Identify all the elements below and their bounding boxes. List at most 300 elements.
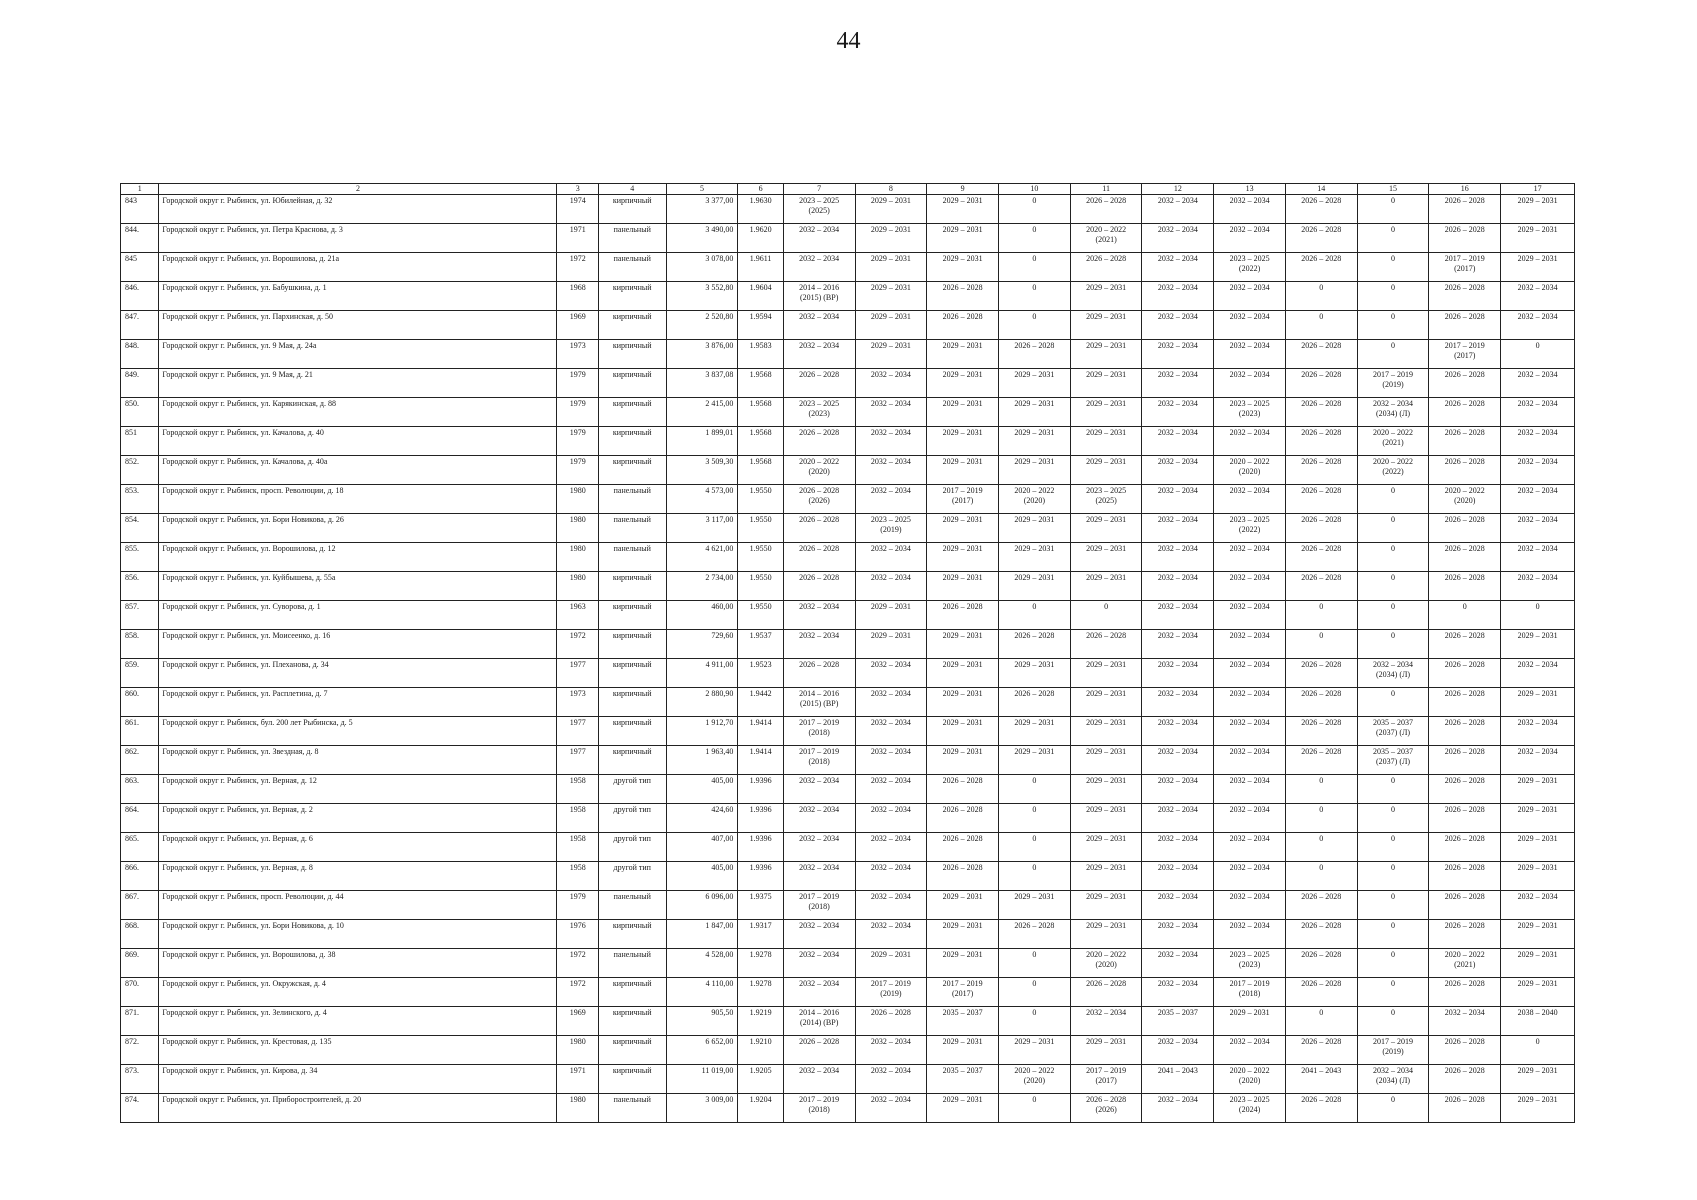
table-cell: 2032 – 2034 <box>1214 369 1286 398</box>
table-cell: 0 <box>1501 601 1575 630</box>
table-row <box>121 398 1575 427</box>
table-cell: 4 911,00 <box>666 659 738 688</box>
table-cell: 2032 – 2034 <box>1214 920 1286 949</box>
table-cell: 2032 – 2034 <box>855 427 927 456</box>
table-cell: 2032 – 2034 <box>783 978 855 1007</box>
table-cell: 1.9604 <box>738 282 783 311</box>
table-cell: 2029 – 2031 <box>999 746 1071 775</box>
table-cell: Городской округ г. Рыбинск, ул. Моисеенко, д. 16 <box>159 630 557 659</box>
table-cell: Городской округ г. Рыбинск, ул. Качалова, д. 40 <box>159 427 557 456</box>
table-cell: кирпичный <box>598 311 666 340</box>
table-cell: 2026 – 2028 <box>1429 224 1501 253</box>
table-cell: 1972 <box>557 630 598 659</box>
table-cell: 2029 – 2031 <box>1070 340 1142 369</box>
table-cell: 2026 – 2028 <box>1429 775 1501 804</box>
table-cell: 2032 – 2034 <box>1142 572 1214 601</box>
column-header: 6 <box>738 184 783 195</box>
table-cell: 2029 – 2031 <box>1501 920 1575 949</box>
table-row <box>121 949 1575 978</box>
table-cell: 2029 – 2031 <box>1501 949 1575 978</box>
table-cell: 0 <box>1357 601 1429 630</box>
table-cell: 3 509,30 <box>666 456 738 485</box>
column-header: 17 <box>1501 184 1575 195</box>
table-cell: 2032 – 2034 <box>783 601 855 630</box>
table-row <box>121 282 1575 311</box>
table-cell: панельный <box>598 1094 666 1123</box>
table-cell: 2032 – 2034 <box>1214 775 1286 804</box>
table-cell: 856. <box>121 572 159 601</box>
table-cell: 0 <box>1357 949 1429 978</box>
table-cell: 2026 – 2028 <box>1429 659 1501 688</box>
table-cell: 2032 – 2034 <box>1501 543 1575 572</box>
table-cell: кирпичный <box>598 1007 666 1036</box>
table-cell: Городской округ г. Рыбинск, ул. Пархинская, д. 50 <box>159 311 557 340</box>
table-cell: 1.9550 <box>738 514 783 543</box>
table-cell: 1.9583 <box>738 340 783 369</box>
table-cell: 1.9396 <box>738 833 783 862</box>
table-cell: 0 <box>1357 543 1429 572</box>
table-row <box>121 920 1575 949</box>
table-cell: кирпичный <box>598 572 666 601</box>
table-cell: 0 <box>1285 862 1357 891</box>
table-row <box>121 340 1575 369</box>
table-cell: 2032 – 2034 <box>855 1036 927 1065</box>
table-cell: 2029 – 2031 <box>999 572 1071 601</box>
table-cell: 2026 – 2028 <box>1285 543 1357 572</box>
header-row <box>121 184 1575 195</box>
table-cell: 1972 <box>557 949 598 978</box>
table-cell: 2032 – 2034 <box>855 775 927 804</box>
table-cell: 2029 – 2031 <box>855 282 927 311</box>
table-cell: 2020 – 2022 (2020) <box>783 456 855 485</box>
table-cell: 847. <box>121 311 159 340</box>
table-cell: 2029 – 2031 <box>927 398 999 427</box>
column-header: 10 <box>999 184 1071 195</box>
table-cell: 2026 – 2028 <box>1429 514 1501 543</box>
table-cell: 1.9568 <box>738 369 783 398</box>
table-cell: 4 621,00 <box>666 543 738 572</box>
table-cell: 2032 – 2034 <box>1501 398 1575 427</box>
table-cell: 2029 – 2031 <box>1070 659 1142 688</box>
table-cell: 2 415,00 <box>666 398 738 427</box>
table-cell: панельный <box>598 253 666 282</box>
table-cell: 1980 <box>557 572 598 601</box>
table-cell: 2026 – 2028 <box>1285 369 1357 398</box>
table-cell: 2029 – 2031 <box>1070 746 1142 775</box>
table-cell: 2032 – 2034 <box>783 920 855 949</box>
table-cell: 2020 – 2022 (2020) <box>1070 949 1142 978</box>
table-cell: 2032 – 2034 <box>1142 224 1214 253</box>
table-cell: 0 <box>1357 775 1429 804</box>
table-cell: 2026 – 2028 <box>927 804 999 833</box>
table-cell: 2032 – 2034 <box>1142 804 1214 833</box>
table-cell: 2032 – 2034 <box>855 369 927 398</box>
table-cell: 2029 – 2031 <box>927 195 999 224</box>
table-cell: 2026 – 2028 <box>927 833 999 862</box>
table-cell: 2029 – 2031 <box>1501 1094 1575 1123</box>
table-cell: 2032 – 2034 <box>855 398 927 427</box>
table-cell: 2032 – 2034 <box>1429 1007 1501 1036</box>
table-cell: 2032 – 2034 <box>1142 891 1214 920</box>
table-cell: 2026 – 2028 <box>1429 1065 1501 1094</box>
table-cell: 0 <box>999 195 1071 224</box>
table-cell: 0 <box>1357 804 1429 833</box>
table-cell: 1973 <box>557 688 598 717</box>
table-cell: Городской округ г. Рыбинск, ул. Юбилейная, д. 32 <box>159 195 557 224</box>
table-cell: 2029 – 2031 <box>927 340 999 369</box>
table-cell: 2014 – 2016 (2015) (ВР) <box>783 282 855 311</box>
table-cell: 1980 <box>557 543 598 572</box>
table-cell: 2029 – 2031 <box>1070 804 1142 833</box>
table-cell: 2032 – 2034 <box>1142 775 1214 804</box>
table-cell: 2029 – 2031 <box>927 1094 999 1123</box>
table-cell: 2026 – 2028 <box>1285 746 1357 775</box>
table-cell: 865. <box>121 833 159 862</box>
column-header: 5 <box>666 184 738 195</box>
table-cell: 2032 – 2034 <box>783 833 855 862</box>
table-cell: 1.9442 <box>738 688 783 717</box>
table-cell: 2026 – 2028 <box>1285 659 1357 688</box>
table-cell: 2032 – 2034 <box>783 775 855 804</box>
table-cell: 1974 <box>557 195 598 224</box>
table-cell: 2023 – 2025 (2019) <box>855 514 927 543</box>
table-cell: 0 <box>1285 311 1357 340</box>
table-cell: 2029 – 2031 <box>999 659 1071 688</box>
table-cell: 2029 – 2031 <box>1501 775 1575 804</box>
table-cell: 0 <box>999 775 1071 804</box>
table-cell: 2 880,90 <box>666 688 738 717</box>
table-cell: 2026 – 2028 <box>1429 311 1501 340</box>
table-cell: 862. <box>121 746 159 775</box>
table-cell: 2029 – 2031 <box>855 949 927 978</box>
table-cell: 1976 <box>557 920 598 949</box>
table-cell: 0 <box>1357 253 1429 282</box>
table-cell: кирпичный <box>598 1036 666 1065</box>
table-cell: 2026 – 2028 <box>1285 398 1357 427</box>
table-cell: 2023 – 2025 (2023) <box>1214 398 1286 427</box>
table-cell: 2029 – 2031 <box>1070 920 1142 949</box>
table-cell: 2029 – 2031 <box>927 456 999 485</box>
table-cell: Городской округ г. Рыбинск, ул. Приборостроителей, д. 20 <box>159 1094 557 1123</box>
table-cell: 2032 – 2034 <box>1214 891 1286 920</box>
table-cell: 2032 – 2034 <box>1214 601 1286 630</box>
table-cell: 2029 – 2031 <box>927 572 999 601</box>
table-cell: 873. <box>121 1065 159 1094</box>
table-cell: 3 377,00 <box>666 195 738 224</box>
table-cell: 2035 – 2037 <box>1142 1007 1214 1036</box>
table-cell: другой тип <box>598 862 666 891</box>
table-cell: 2032 – 2034 <box>855 485 927 514</box>
table-cell: 2032 – 2034 <box>1214 630 1286 659</box>
table-row <box>121 659 1575 688</box>
table-cell: кирпичный <box>598 340 666 369</box>
table-cell: 2026 – 2028 <box>1429 804 1501 833</box>
table-cell: 2014 – 2016 (2015) (ВР) <box>783 688 855 717</box>
table-cell: 2032 – 2034 (2034) (Л) <box>1357 659 1429 688</box>
table-cell: 0 <box>1357 572 1429 601</box>
table-cell: 3 876,00 <box>666 340 738 369</box>
table-row <box>121 224 1575 253</box>
table-cell: 2020 – 2022 (2021) <box>1070 224 1142 253</box>
table-body <box>121 195 1575 1123</box>
table-cell: 1980 <box>557 485 598 514</box>
table-cell: 0 <box>999 311 1071 340</box>
table-cell: 2026 – 2028 <box>1285 427 1357 456</box>
table-cell: 2032 – 2034 <box>1142 833 1214 862</box>
table-cell: Городской округ г. Рыбинск, ул. Зелинского, д. 4 <box>159 1007 557 1036</box>
table-cell: 407,00 <box>666 833 738 862</box>
table-cell: 2026 – 2028 <box>927 775 999 804</box>
table-cell: 0 <box>1357 485 1429 514</box>
table-row <box>121 1007 1575 1036</box>
column-header: 9 <box>927 184 999 195</box>
table-cell: 2026 – 2028 <box>1429 427 1501 456</box>
table-cell: 2026 – 2028 <box>999 688 1071 717</box>
table-cell: 2029 – 2031 <box>855 601 927 630</box>
column-header: 12 <box>1142 184 1214 195</box>
table-cell: 2029 – 2031 <box>1070 862 1142 891</box>
table-cell: 2017 – 2019 (2018) <box>1214 978 1286 1007</box>
table-cell: Городской округ г. Рыбинск, ул. Верная, д. 12 <box>159 775 557 804</box>
table-cell: 2029 – 2031 <box>927 920 999 949</box>
table-cell: кирпичный <box>598 630 666 659</box>
table-cell: кирпичный <box>598 717 666 746</box>
table-cell: 848. <box>121 340 159 369</box>
table-cell: 2032 – 2034 <box>1142 978 1214 1007</box>
table-row <box>121 1065 1575 1094</box>
table-cell: 2029 – 2031 <box>999 427 1071 456</box>
table-cell: 2017 – 2019 (2017) <box>1429 253 1501 282</box>
table-cell: 0 <box>1285 630 1357 659</box>
table-cell: 2032 – 2034 <box>1142 398 1214 427</box>
table-cell: 2032 – 2034 <box>1142 369 1214 398</box>
table-cell: 2029 – 2031 <box>927 746 999 775</box>
table-cell: 2029 – 2031 <box>927 369 999 398</box>
table-cell: 1980 <box>557 514 598 543</box>
table-cell: 869. <box>121 949 159 978</box>
table-cell: 2023 – 2025 (2023) <box>1214 949 1286 978</box>
table-cell: 0 <box>999 224 1071 253</box>
table-cell: 1979 <box>557 369 598 398</box>
table-cell: 2014 – 2016 (2014) (ВР) <box>783 1007 855 1036</box>
table-cell: 2023 – 2025 (2025) <box>783 195 855 224</box>
table-cell: Городской округ г. Рыбинск, просп. Революции, д. 18 <box>159 485 557 514</box>
column-header: 7 <box>783 184 855 195</box>
table-cell: 874. <box>121 1094 159 1123</box>
table-cell: 1.9219 <box>738 1007 783 1036</box>
table-row <box>121 1036 1575 1065</box>
table-cell: 2032 – 2034 <box>1142 514 1214 543</box>
table-cell: 0 <box>1357 891 1429 920</box>
table-cell: 2029 – 2031 <box>1501 224 1575 253</box>
table-cell: 2032 – 2034 <box>1214 195 1286 224</box>
table-cell: 0 <box>1357 1094 1429 1123</box>
table-cell: 863. <box>121 775 159 804</box>
table-cell: 0 <box>1357 688 1429 717</box>
table-cell: 2029 – 2031 <box>855 311 927 340</box>
table-cell: панельный <box>598 224 666 253</box>
table-cell: 2032 – 2034 <box>1501 282 1575 311</box>
table-cell: 1980 <box>557 1036 598 1065</box>
table-cell: 1.9537 <box>738 630 783 659</box>
table-cell: 1.9630 <box>738 195 783 224</box>
table-cell: 2026 – 2028 <box>1285 456 1357 485</box>
table-row <box>121 775 1575 804</box>
table-cell: 0 <box>999 253 1071 282</box>
table-cell: 2032 – 2034 <box>855 1094 927 1123</box>
table-cell: 2029 – 2031 <box>1501 978 1575 1007</box>
table-cell: 0 <box>1429 601 1501 630</box>
table-cell: 1 899,01 <box>666 427 738 456</box>
table-cell: 2 734,00 <box>666 572 738 601</box>
table-cell: 2026 – 2028 <box>927 601 999 630</box>
table-cell: 4 110,00 <box>666 978 738 1007</box>
table-row <box>121 601 1575 630</box>
table-cell: 2032 – 2034 <box>783 311 855 340</box>
table-cell: 1.9594 <box>738 311 783 340</box>
table-cell: 2029 – 2031 <box>1070 427 1142 456</box>
table-cell: 851 <box>121 427 159 456</box>
table-cell: 2029 – 2031 <box>927 630 999 659</box>
table-cell: Городской округ г. Рыбинск, ул. Бори Новикова, д. 26 <box>159 514 557 543</box>
table-cell: 845 <box>121 253 159 282</box>
table-row <box>121 978 1575 1007</box>
table-cell: 1.9523 <box>738 659 783 688</box>
table-cell: 2017 – 2019 (2019) <box>1357 369 1429 398</box>
table-cell: Городской округ г. Рыбинск, ул. Плеханова, д. 34 <box>159 659 557 688</box>
table-cell: кирпичный <box>598 282 666 311</box>
table-cell: 729,60 <box>666 630 738 659</box>
table-cell: кирпичный <box>598 456 666 485</box>
table-cell: 2029 – 2031 <box>1501 195 1575 224</box>
table-cell: 2032 – 2034 <box>855 456 927 485</box>
table-cell: 2029 – 2031 <box>1501 1065 1575 1094</box>
table-cell: 0 <box>1357 978 1429 1007</box>
table-cell: 2026 – 2028 <box>1429 746 1501 775</box>
column-header: 1 <box>121 184 159 195</box>
table-row <box>121 543 1575 572</box>
table-cell: 2035 – 2037 (2037) (Л) <box>1357 717 1429 746</box>
table-cell: 405,00 <box>666 862 738 891</box>
table-cell: 2026 – 2028 <box>1429 572 1501 601</box>
table-cell: 1.9550 <box>738 543 783 572</box>
table-cell: 2032 – 2034 <box>855 804 927 833</box>
table-cell: 2032 – 2034 <box>1142 659 1214 688</box>
table-cell: 2 520,80 <box>666 311 738 340</box>
table-cell: 1977 <box>557 659 598 688</box>
table-cell: 4 573,00 <box>666 485 738 514</box>
table-cell: 0 <box>999 862 1071 891</box>
table-cell: 2032 – 2034 <box>1501 659 1575 688</box>
table-cell: кирпичный <box>598 978 666 1007</box>
table-cell: 859. <box>121 659 159 688</box>
table-cell: 2041 – 2043 <box>1142 1065 1214 1094</box>
table-cell: 2029 – 2031 <box>927 543 999 572</box>
table-cell: 2029 – 2031 <box>927 253 999 282</box>
table-cell: 2029 – 2031 <box>1070 398 1142 427</box>
table-cell: 2032 – 2034 (2034) (Л) <box>1357 398 1429 427</box>
table-cell: 0 <box>999 833 1071 862</box>
table-cell: 2017 – 2019 (2017) <box>1070 1065 1142 1094</box>
column-header: 8 <box>855 184 927 195</box>
table-cell: 2017 – 2019 (2017) <box>927 978 999 1007</box>
table-cell: кирпичный <box>598 688 666 717</box>
column-header: 11 <box>1070 184 1142 195</box>
table-cell: 2029 – 2031 <box>927 717 999 746</box>
table-cell: 1980 <box>557 1094 598 1123</box>
table-row <box>121 717 1575 746</box>
table-row <box>121 1094 1575 1123</box>
table-cell: 2026 – 2028 <box>1429 398 1501 427</box>
table-cell: 2032 – 2034 <box>783 862 855 891</box>
table-cell: 0 <box>1357 195 1429 224</box>
table-cell: 2032 – 2034 <box>1214 804 1286 833</box>
table-cell: 2026 – 2028 <box>999 630 1071 659</box>
table-cell: Городской округ г. Рыбинск, ул. Бори Новикова, д. 10 <box>159 920 557 949</box>
table-cell: 0 <box>999 601 1071 630</box>
table-cell: 3 837,08 <box>666 369 738 398</box>
table-cell: 2026 – 2028 <box>927 282 999 311</box>
table-cell: 2041 – 2043 <box>1285 1065 1357 1094</box>
table-cell: 0 <box>1285 601 1357 630</box>
table-cell: 2029 – 2031 <box>1070 514 1142 543</box>
table-cell: Городской округ г. Рыбинск, ул. Крестовая, д. 135 <box>159 1036 557 1065</box>
table-cell: 843 <box>121 195 159 224</box>
table-row <box>121 195 1575 224</box>
table-cell: 2029 – 2031 <box>1070 688 1142 717</box>
table-cell: 0 <box>1357 340 1429 369</box>
table-cell: 2032 – 2034 <box>1501 311 1575 340</box>
table-cell: 2032 – 2034 <box>1142 862 1214 891</box>
table-row <box>121 688 1575 717</box>
table-cell: 405,00 <box>666 775 738 804</box>
column-header: 3 <box>557 184 598 195</box>
table-cell: 2026 – 2028 <box>927 311 999 340</box>
table-cell: 1.9210 <box>738 1036 783 1065</box>
table-cell: 1969 <box>557 1007 598 1036</box>
table-cell: 858. <box>121 630 159 659</box>
table-cell: 2029 – 2031 <box>1070 369 1142 398</box>
table-cell: 0 <box>1357 862 1429 891</box>
table-cell: 2038 – 2040 <box>1501 1007 1575 1036</box>
table-cell: кирпичный <box>598 195 666 224</box>
table-cell: 2032 – 2034 <box>1214 485 1286 514</box>
table-cell: 2032 – 2034 <box>1501 717 1575 746</box>
table-cell: 2032 – 2034 <box>783 804 855 833</box>
table-cell: 2026 – 2028 <box>1285 717 1357 746</box>
table-cell: 2026 – 2028 <box>1429 1094 1501 1123</box>
table-cell: панельный <box>598 949 666 978</box>
table-row <box>121 427 1575 456</box>
table-cell: 2032 – 2034 <box>1214 224 1286 253</box>
table-cell: 3 009,00 <box>666 1094 738 1123</box>
table-cell: 2032 – 2034 <box>855 746 927 775</box>
table-cell: 2029 – 2031 <box>1501 630 1575 659</box>
table-cell: 2032 – 2034 <box>783 340 855 369</box>
table-cell: 2026 – 2028 <box>1429 833 1501 862</box>
table-cell: 1973 <box>557 340 598 369</box>
table-cell: кирпичный <box>598 746 666 775</box>
table-cell: 0 <box>1285 282 1357 311</box>
table-cell: 2020 – 2022 (2020) <box>999 485 1071 514</box>
table-row <box>121 572 1575 601</box>
table-cell: 866. <box>121 862 159 891</box>
table-cell: 2032 – 2034 <box>1142 485 1214 514</box>
table-cell: 2017 – 2019 (2018) <box>783 891 855 920</box>
table-cell: 1.9568 <box>738 427 783 456</box>
table-cell: 1.9205 <box>738 1065 783 1094</box>
table-cell: 2026 – 2028 <box>1285 195 1357 224</box>
